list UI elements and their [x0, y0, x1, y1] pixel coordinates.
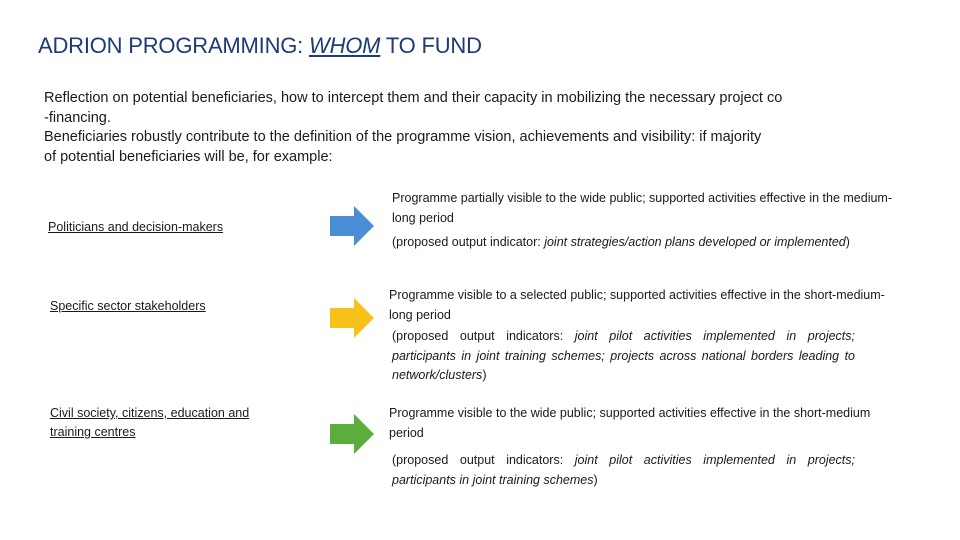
intro-line: Beneficiaries robustly contribute to the definition of the programme vision, achievements and visibility: if majority [44, 129, 762, 145]
beneficiary-label-civil-society: Civil society, citizens, education and training centres [50, 406, 250, 439]
right-arrow-icon [330, 414, 374, 454]
right-arrow-icon [330, 206, 374, 246]
title-prefix: ADRION PROGRAMMING: [38, 33, 310, 58]
right-arrow-icon [330, 298, 374, 338]
title-emphasis: WHOM [309, 33, 381, 58]
title-suffix: TO FUND [380, 33, 482, 58]
arrow-shape [330, 414, 374, 454]
arrow-shape [330, 298, 374, 338]
row-description: Programme partially visible to the wide public; supported activities effective in the medium-long period [392, 191, 892, 225]
beneficiary-label-politicians: Politicians and decision-makers [48, 220, 224, 234]
row-description: Programme visible to a selected public; supported activities effective in the short-medium-long period [389, 288, 885, 322]
intro-line: Reflection on potential beneficiaries, how to intercept them and their capacity in mobilizing the necessary project co [44, 90, 783, 106]
row-indicator: (proposed output indicators: joint pilot activities implemented in projects; participants in joint training schemes) [392, 453, 855, 487]
intro-line: of potential beneficiaries will be, for example: [44, 148, 333, 165]
row-indicator: (proposed output indicator: joint strategies/action plans developed or implemented) [392, 235, 850, 249]
arrow-shape [330, 206, 374, 246]
intro-line: -financing. [44, 109, 111, 126]
row-description: Programme visible to the wide public; supported activities effective in the short-medium period [389, 406, 871, 440]
row-indicator: (proposed output indicators: joint pilot activities implemented in projects; participants in joint training schemes; projects across national borders leading to network/clusters) [392, 329, 855, 382]
slide-title [38, 33, 482, 59]
intro-text [44, 89, 914, 167]
beneficiary-label-stakeholders: Specific sector stakeholders [50, 299, 206, 313]
